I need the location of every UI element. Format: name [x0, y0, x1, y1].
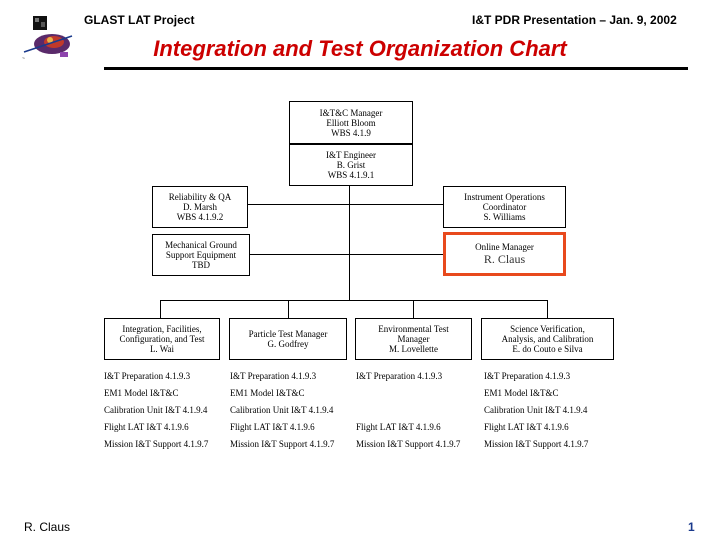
level4-connector	[160, 300, 548, 301]
task-particle-em1: EM1 Model I&T&C	[230, 388, 305, 398]
science-subrole: Analysis, and Calibration	[501, 334, 594, 344]
manager-wbs: WBS 4.1.9	[331, 127, 371, 138]
engineer-role: I&T Engineer	[325, 150, 377, 160]
reliability-role: Reliability & QA	[168, 192, 232, 202]
mgse-box	[152, 234, 250, 276]
online-manager-role: Online Manager	[475, 242, 534, 252]
level2-connector	[248, 204, 443, 205]
drop-science	[547, 300, 548, 318]
drop-integration	[160, 300, 161, 318]
integration-role: Integration, Facilities,	[122, 324, 202, 334]
task-particle-preparation: I&T Preparation 4.1.9.3	[230, 371, 317, 381]
environmental-role: Environmental Test	[378, 324, 449, 334]
task-particle-mission: Mission I&T Support 4.1.9.7	[230, 439, 335, 449]
instrument-ops-name: S. Williams	[483, 212, 526, 222]
task-science-preparation: I&T Preparation 4.1.9.3	[484, 371, 571, 381]
title-divider	[104, 67, 688, 70]
integration-subrole: Configuration, and Test	[119, 334, 205, 344]
environmental-box	[355, 318, 472, 360]
page-number: 1	[688, 520, 695, 534]
task-science-em1: EM1 Model I&T&C	[484, 388, 559, 398]
task-integration-flight: Flight LAT I&T 4.1.9.6	[104, 422, 189, 432]
presentation-label: I&T PDR Presentation – Jan. 9, 2002	[472, 13, 677, 27]
manager-role: I&T&C Manager	[319, 107, 383, 118]
engineer-box	[289, 144, 413, 186]
instrument-ops-role: Instrument Operations	[464, 192, 545, 202]
engineer-wbs: WBS 4.1.9.1	[327, 170, 375, 180]
online-manager-name: R. Claus	[483, 252, 526, 266]
reliability-box	[152, 186, 248, 228]
mgse-subrole: Support Equipment	[165, 250, 237, 260]
task-science-mission: Mission I&T Support 4.1.9.7	[484, 439, 589, 449]
engineer-name: B. Grist	[336, 160, 366, 170]
svg-text:~: ~	[22, 56, 25, 62]
task-science-flight: Flight LAT I&T 4.1.9.6	[484, 422, 569, 432]
manager-box	[289, 101, 413, 144]
particle-test-name: G. Godfrey	[267, 339, 309, 349]
particle-test-role: Particle Test Manager	[248, 329, 328, 339]
drop-environmental	[413, 300, 414, 318]
mgse-name: TBD	[192, 260, 210, 270]
science-box	[481, 318, 614, 360]
integration-box	[104, 318, 220, 360]
task-integration-preparation: I&T Preparation 4.1.9.3	[104, 371, 191, 381]
task-particle-calibration: Calibration Unit I&T 4.1.9.4	[230, 405, 334, 415]
task-integration-mission: Mission I&T Support 4.1.9.7	[104, 439, 209, 449]
project-label: GLAST LAT Project	[84, 13, 195, 27]
environmental-name: M. Lovellette	[389, 344, 438, 354]
task-environmental-flight: Flight LAT I&T 4.1.9.6	[356, 422, 441, 432]
level3-connector	[250, 254, 443, 255]
task-environmental-mission: Mission I&T Support 4.1.9.7	[356, 439, 461, 449]
drop-particle	[288, 300, 289, 318]
task-environmental-preparation: I&T Preparation 4.1.9.3	[356, 371, 443, 381]
task-integration-calibration: Calibration Unit I&T 4.1.9.4	[104, 405, 208, 415]
reliability-wbs: WBS 4.1.9.2	[176, 212, 224, 222]
task-integration-em1: EM1 Model I&T&C	[104, 388, 179, 398]
task-science-calibration: Calibration Unit I&T 4.1.9.4	[484, 405, 588, 415]
page-title: Integration and Test Organization Chart	[153, 36, 567, 61]
online-manager-box	[443, 232, 566, 276]
footer-author: R. Claus	[24, 520, 71, 534]
mgse-role: Mechanical Ground	[165, 240, 237, 250]
science-name: E. do Couto e Silva	[512, 344, 583, 354]
integration-name: L. Wai	[149, 344, 175, 354]
instrument-ops-subrole: Coordinator	[482, 202, 527, 212]
instrument-ops-box	[443, 186, 566, 228]
environmental-subrole: Manager	[397, 334, 430, 344]
manager-name: Elliott Bloom	[326, 117, 376, 128]
science-role: Science Verification,	[510, 324, 585, 334]
task-particle-flight: Flight LAT I&T 4.1.9.6	[230, 422, 315, 432]
particle-test-box	[229, 318, 347, 360]
reliability-name: D. Marsh	[183, 202, 217, 212]
